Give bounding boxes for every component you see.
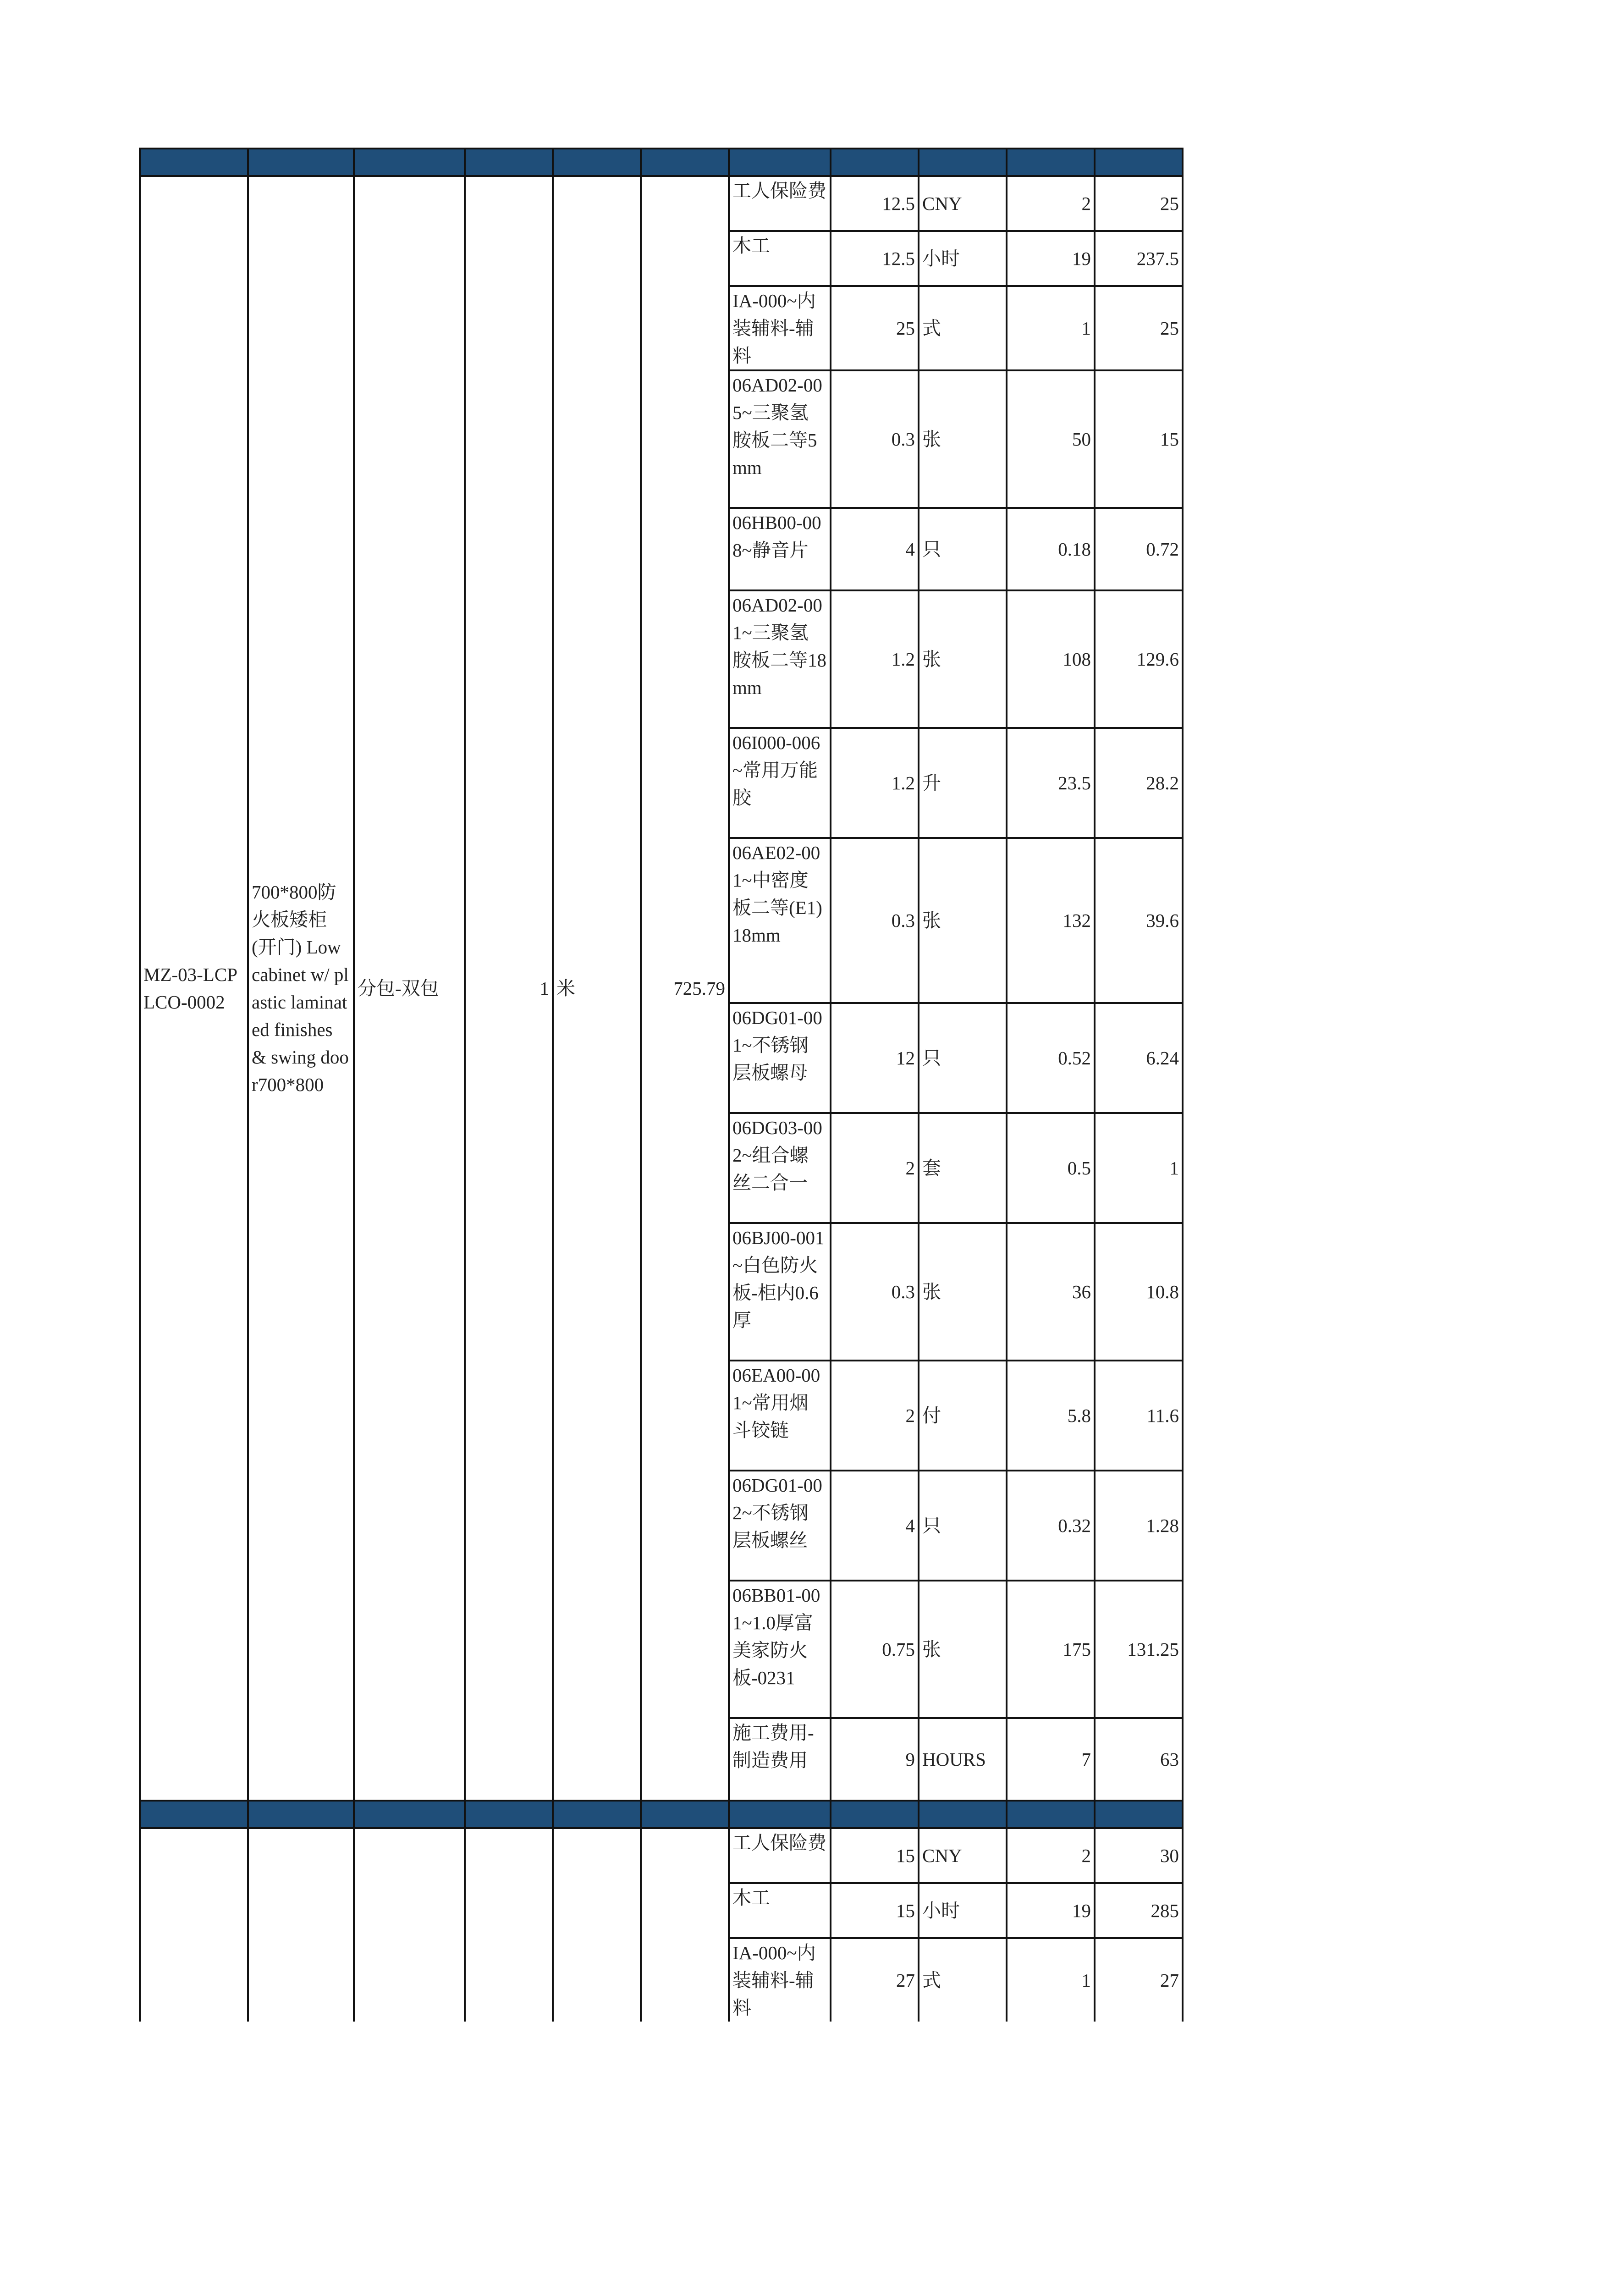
header-band-cell bbox=[1007, 1801, 1095, 1828]
quotation-sheet bbox=[139, 148, 1184, 2022]
item-description bbox=[248, 1828, 354, 2022]
material-unit-price: 0.52 bbox=[1007, 1003, 1095, 1113]
material-name: 06HB00-008~静音片 bbox=[729, 508, 831, 590]
material-unit: 小时 bbox=[919, 1883, 1007, 1938]
header-band-cell bbox=[465, 1801, 553, 1828]
material-unit: HOURS bbox=[919, 1718, 1007, 1801]
header-band-cell bbox=[1095, 149, 1183, 176]
header-band-cell bbox=[1095, 1801, 1183, 1828]
item-description: 700*800防火板矮柜(开门) Low cabinet w/ plastic laminated finishes & swing door700*800 bbox=[248, 176, 354, 1801]
material-unit: 升 bbox=[919, 728, 1007, 838]
item-total bbox=[641, 1828, 729, 2022]
material-quantity: 0.3 bbox=[831, 838, 919, 1003]
header-band-cell bbox=[641, 149, 729, 176]
material-unit-price: 1 bbox=[1007, 286, 1095, 370]
material-unit: 付 bbox=[919, 1361, 1007, 1471]
header-band-cell bbox=[248, 149, 354, 176]
material-unit-price: 36 bbox=[1007, 1223, 1095, 1361]
material-amount: 11.6 bbox=[1095, 1361, 1183, 1471]
material-name: 06DG01-001~不锈钢层板螺母 bbox=[729, 1003, 831, 1113]
material-unit-price: 0.5 bbox=[1007, 1113, 1095, 1223]
material-unit: CNY bbox=[919, 176, 1007, 231]
header-band-cell bbox=[140, 149, 248, 176]
material-quantity: 4 bbox=[831, 1471, 919, 1581]
material-name: 06DG01-002~不锈钢层板螺丝 bbox=[729, 1471, 831, 1581]
material-quantity: 2 bbox=[831, 1361, 919, 1471]
material-name: 木工 bbox=[729, 231, 831, 286]
material-unit: 张 bbox=[919, 590, 1007, 728]
material-amount: 285 bbox=[1095, 1883, 1183, 1938]
material-unit: 式 bbox=[919, 286, 1007, 370]
material-name: 06AD02-005~三聚氢胺板二等5mm bbox=[729, 370, 831, 508]
material-amount: 10.8 bbox=[1095, 1223, 1183, 1361]
material-name: 工人保险费 bbox=[729, 176, 831, 231]
header-band-cell bbox=[729, 1801, 831, 1828]
material-amount: 27 bbox=[1095, 1938, 1183, 2022]
material-name: 06AE02-001~中密度板二等(E1)18mm bbox=[729, 838, 831, 1003]
material-quantity: 0.3 bbox=[831, 370, 919, 508]
item-package bbox=[354, 1828, 465, 2022]
material-quantity: 9 bbox=[831, 1718, 919, 1801]
header-band-cell bbox=[919, 1801, 1007, 1828]
material-name: 06AD02-001~三聚氢胺板二等18mm bbox=[729, 590, 831, 728]
header-band-cell bbox=[465, 149, 553, 176]
material-unit-price: 0.32 bbox=[1007, 1471, 1095, 1581]
material-amount: 129.6 bbox=[1095, 590, 1183, 728]
item-unit: 米 bbox=[553, 176, 641, 1801]
material-unit-price: 0.18 bbox=[1007, 508, 1095, 590]
material-name: 06I000-006~常用万能胶 bbox=[729, 728, 831, 838]
material-row bbox=[140, 1828, 1183, 1883]
header-band-cell bbox=[354, 149, 465, 176]
material-amount: 63 bbox=[1095, 1718, 1183, 1801]
material-unit: 只 bbox=[919, 1471, 1007, 1581]
material-unit: 张 bbox=[919, 1581, 1007, 1718]
item-package: 分包-双包 bbox=[354, 176, 465, 1801]
material-amount: 25 bbox=[1095, 286, 1183, 370]
material-unit-price: 7 bbox=[1007, 1718, 1095, 1801]
material-name: 木工 bbox=[729, 1883, 831, 1938]
material-unit-price: 2 bbox=[1007, 176, 1095, 231]
material-name: 06EA00-001~常用烟斗铰链 bbox=[729, 1361, 831, 1471]
header-band-cell bbox=[831, 149, 919, 176]
material-amount: 6.24 bbox=[1095, 1003, 1183, 1113]
material-name: 06DG03-002~组合螺丝二合一 bbox=[729, 1113, 831, 1223]
material-quantity: 25 bbox=[831, 286, 919, 370]
material-unit-price: 23.5 bbox=[1007, 728, 1095, 838]
material-quantity: 0.3 bbox=[831, 1223, 919, 1361]
material-amount: 15 bbox=[1095, 370, 1183, 508]
material-unit-price: 1 bbox=[1007, 1938, 1095, 2022]
item-unit bbox=[553, 1828, 641, 2022]
material-name: 06BB01-001~1.0厚富美家防火板-0231 bbox=[729, 1581, 831, 1718]
material-name: IA-000~内装辅料-辅料 bbox=[729, 286, 831, 370]
material-unit: 套 bbox=[919, 1113, 1007, 1223]
header-band-cell bbox=[248, 1801, 354, 1828]
material-unit: CNY bbox=[919, 1828, 1007, 1883]
material-unit: 张 bbox=[919, 370, 1007, 508]
material-quantity: 1.2 bbox=[831, 590, 919, 728]
material-quantity: 15 bbox=[831, 1883, 919, 1938]
header-band-row bbox=[140, 1801, 1183, 1828]
material-quantity: 12.5 bbox=[831, 231, 919, 286]
material-amount: 28.2 bbox=[1095, 728, 1183, 838]
material-quantity: 1.2 bbox=[831, 728, 919, 838]
header-band-cell bbox=[729, 149, 831, 176]
material-amount: 39.6 bbox=[1095, 838, 1183, 1003]
material-unit-price: 175 bbox=[1007, 1581, 1095, 1718]
header-band-cell bbox=[553, 1801, 641, 1828]
material-unit: 只 bbox=[919, 508, 1007, 590]
material-amount: 1.28 bbox=[1095, 1471, 1183, 1581]
material-unit-price: 19 bbox=[1007, 231, 1095, 286]
material-amount: 30 bbox=[1095, 1828, 1183, 1883]
material-name: IA-000~内装辅料-辅料 bbox=[729, 1938, 831, 2022]
header-band-cell bbox=[831, 1801, 919, 1828]
material-name: 工人保险费 bbox=[729, 1828, 831, 1883]
material-name: 施工费用-制造费用 bbox=[729, 1718, 831, 1801]
header-band-cell bbox=[553, 149, 641, 176]
material-quantity: 2 bbox=[831, 1113, 919, 1223]
material-unit: 张 bbox=[919, 838, 1007, 1003]
item-quantity bbox=[465, 1828, 553, 2022]
header-band-row bbox=[140, 149, 1183, 176]
material-unit: 只 bbox=[919, 1003, 1007, 1113]
item-total: 725.79 bbox=[641, 176, 729, 1801]
item-code bbox=[140, 1828, 248, 2022]
material-row bbox=[140, 176, 1183, 231]
material-unit: 式 bbox=[919, 1938, 1007, 2022]
header-band-cell bbox=[641, 1801, 729, 1828]
item-code: MZ-03-LCPLCO-0002 bbox=[140, 176, 248, 1801]
header-band-cell bbox=[919, 149, 1007, 176]
material-amount: 25 bbox=[1095, 176, 1183, 231]
material-amount: 1 bbox=[1095, 1113, 1183, 1223]
material-amount: 131.25 bbox=[1095, 1581, 1183, 1718]
material-name: 06BJ00-001~白色防火板-柜内0.6厚 bbox=[729, 1223, 831, 1361]
material-quantity: 12.5 bbox=[831, 176, 919, 231]
header-band-cell bbox=[354, 1801, 465, 1828]
material-unit-price: 19 bbox=[1007, 1883, 1095, 1938]
material-unit-price: 132 bbox=[1007, 838, 1095, 1003]
material-amount: 0.72 bbox=[1095, 508, 1183, 590]
material-unit-price: 2 bbox=[1007, 1828, 1095, 1883]
header-band-cell bbox=[140, 1801, 248, 1828]
material-unit-price: 5.8 bbox=[1007, 1361, 1095, 1471]
header-band-cell bbox=[1007, 149, 1095, 176]
material-unit: 小时 bbox=[919, 231, 1007, 286]
material-quantity: 15 bbox=[831, 1828, 919, 1883]
material-unit-price: 108 bbox=[1007, 590, 1095, 728]
material-quantity: 4 bbox=[831, 508, 919, 590]
item-quantity: 1 bbox=[465, 176, 553, 1801]
material-quantity: 27 bbox=[831, 1938, 919, 2022]
material-unit-price: 50 bbox=[1007, 370, 1095, 508]
material-quantity: 12 bbox=[831, 1003, 919, 1113]
material-quantity: 0.75 bbox=[831, 1581, 919, 1718]
material-amount: 237.5 bbox=[1095, 231, 1183, 286]
material-unit: 张 bbox=[919, 1223, 1007, 1361]
